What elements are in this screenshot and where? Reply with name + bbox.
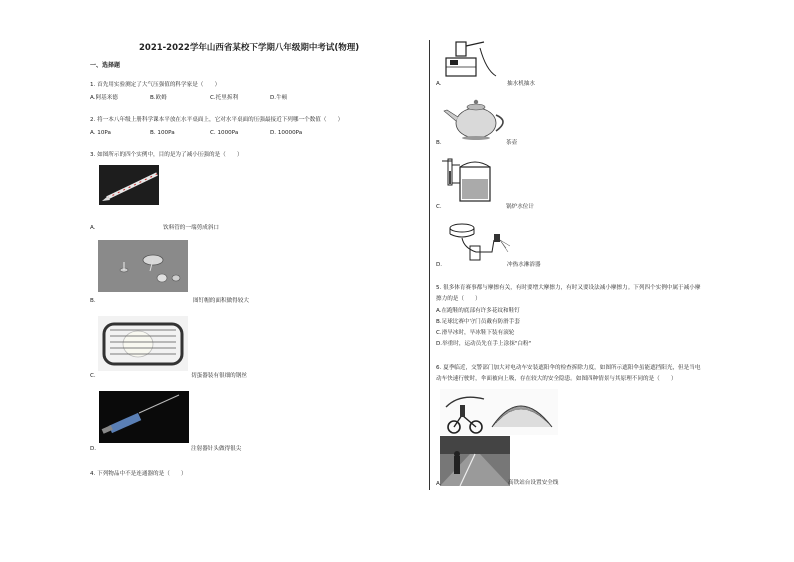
straw-photo — [99, 165, 159, 205]
question-3-stem: 3. 如图所示的四个实例中，目的是为了减小压强的是（ ） — [90, 152, 243, 158]
question-6-stem-line2: 动车快速行驶时，伞面被向上吸，存在较大的安全隐患。如图四种情景与其原理不同的是（ ） — [436, 376, 677, 382]
q4-option-d-caption: 冲热水淋浴器 — [507, 262, 541, 268]
q1-option-d: D.牛顿 — [270, 95, 288, 101]
egg-slicer-photo — [98, 316, 188, 371]
question-4-stem: 4. 下列物品中不是连通器的是（ ） — [90, 471, 187, 477]
column-divider — [429, 40, 430, 490]
q4-option-a-letter: A. — [436, 81, 442, 87]
q2-option-b: B. 100Pa — [150, 130, 175, 136]
question-6-stem-line1: 6. 夏季临近，交警部门加大对电动车安装遮阳伞的检查拆除力度，如图所示遮阳伞虽能遮挡阳光，但是当电 — [436, 365, 701, 371]
q4-option-b-caption: 茶壶 — [506, 140, 518, 146]
q1-option-b: B.欧姆 — [150, 95, 167, 101]
q2-option-a: A. 10Pa — [90, 130, 111, 136]
question-5-stem-line1: 5. 很多体育赛事都与摩擦有关，有时要增大摩擦力，有时又要设法减小摩擦力。下列四个实例中属于减小摩 — [436, 285, 701, 291]
exam-title: 2021-2022学年山西省某校下学期八年级期中考试(物理) — [139, 43, 360, 53]
q3-option-a-letter: A. — [90, 225, 96, 231]
q5-option-c: C.滑旱冰时，旱冰鞋下装有滚轮 — [436, 330, 515, 336]
shower-heater-drawing — [440, 218, 512, 264]
station-platform-photo — [440, 436, 510, 486]
q3-option-a-caption: 饮料管的一端剪成斜口 — [163, 225, 219, 231]
q4-option-c-caption: 锅炉水位计 — [506, 204, 534, 210]
umbrella-scooter-photo — [440, 389, 558, 435]
q4-option-a-caption: 抽水机抽水 — [507, 81, 535, 87]
section-title: 一、选择题 — [90, 62, 121, 69]
question-1-stem: 1. 首先用实验测定了大气压强值的科学家是（ ） — [90, 82, 221, 88]
q2-option-c: C. 1000Pa — [210, 130, 239, 136]
q6-option-a-caption: 高铁站台设置安全线 — [508, 480, 559, 486]
pump-drawing — [440, 40, 500, 80]
question-5-stem-line2: 擦力的是（ ） — [436, 296, 481, 302]
syringe-photo — [99, 391, 189, 443]
thumbtack-photo — [98, 240, 188, 292]
q4-option-d-letter: D. — [436, 262, 443, 268]
q3-option-c-letter: C. — [90, 373, 96, 379]
boiler-gauge-drawing — [440, 155, 504, 207]
q5-option-a: A.在跑鞋的底部有许多花纹和鞋钉 — [436, 308, 520, 314]
question-2-stem: 2. 将一本八年级上册科学课本平放在水平桌面上，它对水平桌面的压强最接近下列哪一个数值（ ） — [90, 117, 344, 123]
teapot-photo — [440, 95, 512, 141]
q4-option-b-letter: B. — [436, 140, 442, 146]
q3-option-b-caption: 图钉帽的面积做得较大 — [193, 298, 249, 304]
q2-option-d: D. 10000Pa — [270, 130, 303, 136]
q3-option-d-caption: 注射器针头做得很尖 — [191, 446, 242, 452]
q5-option-d: D.举重时，运动员先在手上涂抹"白粉" — [436, 341, 532, 347]
q1-option-c: C.托里拆利 — [210, 95, 239, 101]
q6-option-a-letter: A. — [436, 481, 442, 487]
q5-option-b: B.足球比赛中守门员戴有防滑手套 — [436, 319, 520, 325]
q3-option-b-letter: B. — [90, 298, 96, 304]
q3-option-c-caption: 切蛋器装有很细的钢丝 — [191, 373, 247, 379]
q4-option-c-letter: C. — [436, 204, 442, 210]
q1-option-a: A.阿基米德 — [90, 95, 118, 101]
q3-option-d-letter: D. — [90, 446, 97, 452]
